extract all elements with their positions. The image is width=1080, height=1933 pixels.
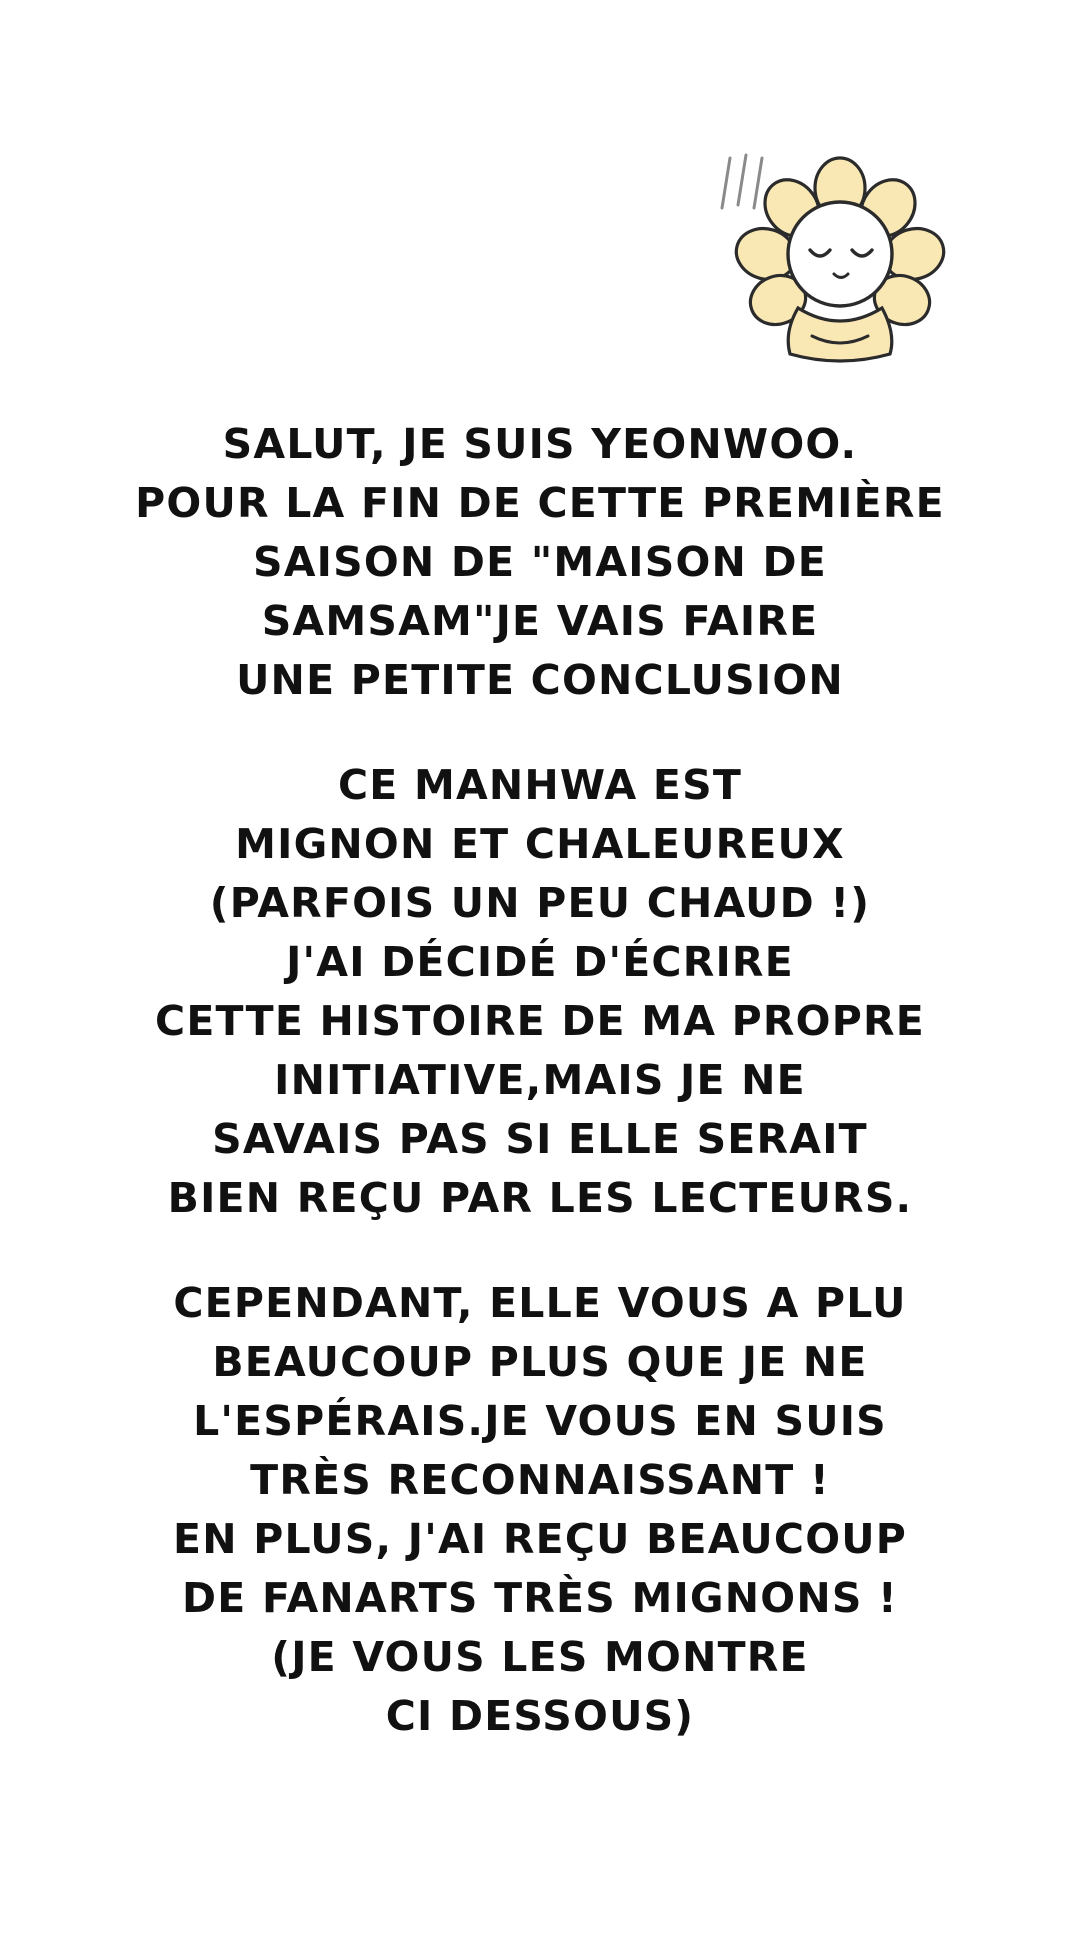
flower-body <box>788 308 892 361</box>
motion-lines-icon <box>722 155 762 208</box>
text-line: CE MANHWA EST <box>337 761 743 809</box>
paragraph-intro <box>0 415 1080 710</box>
text-line: (PARFOIS UN PEU CHAUD !) <box>209 879 871 927</box>
paragraph-thanks <box>0 1274 1080 1746</box>
text-line: SAVAIS PAS SI ELLE SERAIT <box>212 1115 868 1163</box>
text-line: J'AI DÉCIDÉ D'ÉCRIRE <box>286 938 794 986</box>
text-line: CI DESSOUS) <box>385 1692 695 1740</box>
text-line: INITIATIVE,MAIS JE NE <box>274 1056 806 1104</box>
text-line: SAISON DE "MAISON DE <box>253 538 827 586</box>
text-line: POUR LA FIN DE CETTE PREMIÈRE <box>135 479 945 527</box>
text-line: (JE VOUS LES MONTRE <box>271 1633 809 1681</box>
text-line: MIGNON ET CHALEUREUX <box>235 820 845 868</box>
text-line: CEPENDANT, ELLE VOUS A PLU <box>173 1279 907 1327</box>
text-line: BEAUCOUP PLUS QUE JE NE <box>212 1338 868 1386</box>
text-line: SALUT, JE SUIS YEONWOO. <box>222 420 858 468</box>
text-line: TRÈS RECONNAISSANT ! <box>250 1456 830 1504</box>
text-line: SAMSAM"JE VAIS FAIRE <box>261 597 819 645</box>
text-line: L'ESPÉRAIS.JE VOUS EN SUIS <box>193 1397 887 1445</box>
flower-face <box>788 202 892 306</box>
text-line: CETTE HISTOIRE DE MA PROPRE <box>155 997 925 1045</box>
text-line: DE FANARTS TRÈS MIGNONS ! <box>182 1574 898 1622</box>
text-line: BIEN REÇU PAR LES LECTEURS. <box>167 1174 913 1222</box>
text-line: UNE PETITE CONCLUSION <box>236 656 844 704</box>
paragraph-about-manhwa <box>0 756 1080 1228</box>
text-line: EN PLUS, J'AI REÇU BEAUCOUP <box>173 1515 907 1563</box>
yeonwoo-flower-avatar <box>720 150 960 410</box>
narration-text <box>0 415 1080 1746</box>
